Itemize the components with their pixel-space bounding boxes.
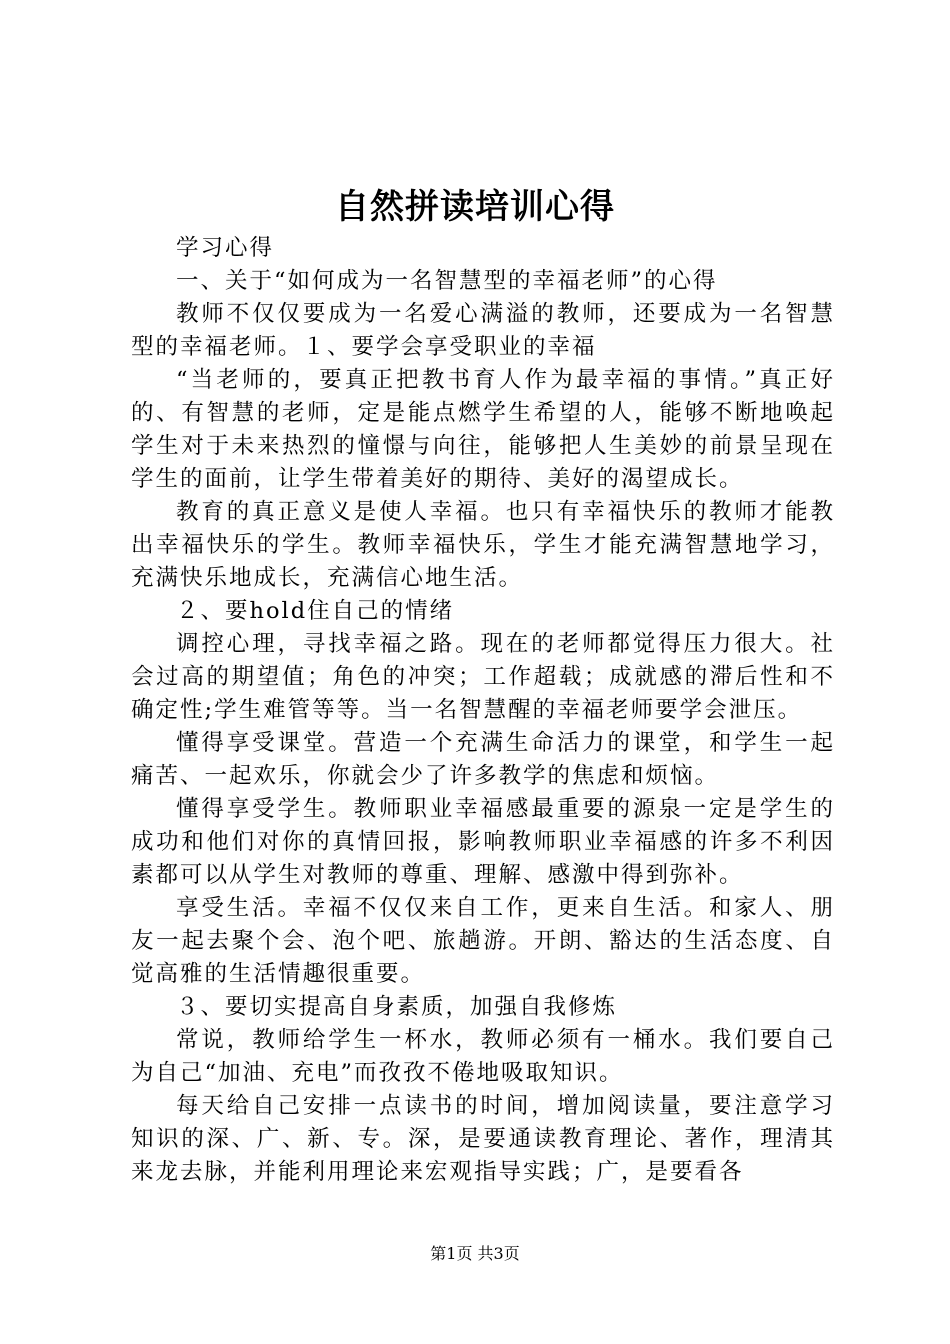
- paragraph: 教育的真正意义是使人幸福。也只有幸福快乐的教师才能教出幸福快乐的学生。教师幸福快乐，学生才能充满智慧地学习，充满快乐地成长，充满信心地生活。: [131, 499, 835, 591]
- document-title: 自然拼读培训心得: [335, 187, 615, 227]
- document-body: [131, 232, 835, 1189]
- paragraph: “当老师的，要真正把教书育人作为最幸福的事情。”真正好的、有智慧的老师，定是能点燃学生希望的人，能够不断地唤起学生对于未来热烈的憧憬与向往，能够把人生美妙的前景呈现在学生的面前，让学生带着美好的期待、美好的渴望成长。: [131, 367, 835, 492]
- paragraph: 每天给自己安排一点读书的时间，增加阅读量，要注意学习知识的深、广、新、专。深，是要通读教育理论、著作，理清其来龙去脉，并能利用理论来宏观指导实践；广，是要看各: [131, 1093, 835, 1185]
- paragraph: 懂得享受课堂。营造一个充满生命活力的课堂，和学生一起痛苦、一起欢乐，你就会少了许多教学的焦虑和烦恼。: [131, 730, 835, 789]
- paragraph: 一、关于“如何成为一名智慧型的幸福老师”的心得: [176, 268, 718, 294]
- paragraph: 调控心理，寻找幸福之路。现在的老师都觉得压力很大。社会过高的期望值；角色的冲突；工作超载；成就感的滞后性和不确定性;学生难管等等。当一名智慧醒的幸福老师要学会泄压。: [131, 631, 835, 723]
- paragraph: 享受生活。幸福不仅仅来自工作，更来自生活。和家人、朋友一起去聚个会、泡个吧、旅趟游。开朗、豁达的生活态度、自觉高雅的生活情趣很重要。: [131, 895, 835, 987]
- paragraph: 懂得享受学生。教师职业幸福感最重要的源泉一定是学生的成功和他们对你的真情回报，影响教师职业幸福感的许多不利因素都可以从学生对教师的尊重、理解、感激中得到弥补。: [131, 796, 835, 888]
- paragraph: 学习心得: [176, 235, 275, 261]
- paragraph: 教师不仅仅要成为一名爱心满溢的教师，还要成为一名智慧型的幸福老师。１、要学会享受职业的幸福: [131, 301, 835, 360]
- paragraph: 常说，教师给学生一杯水，教师必须有一桶水。我们要自己为自己“加油、充电”而孜孜不倦地吸取知识。: [131, 1027, 835, 1086]
- paragraph: ３、要切实提高自身素质，加强自我修炼: [176, 994, 618, 1020]
- page-footer: 第1页 共3页: [430, 1244, 520, 1263]
- paragraph: ２、要hold住自己的情绪: [176, 598, 455, 624]
